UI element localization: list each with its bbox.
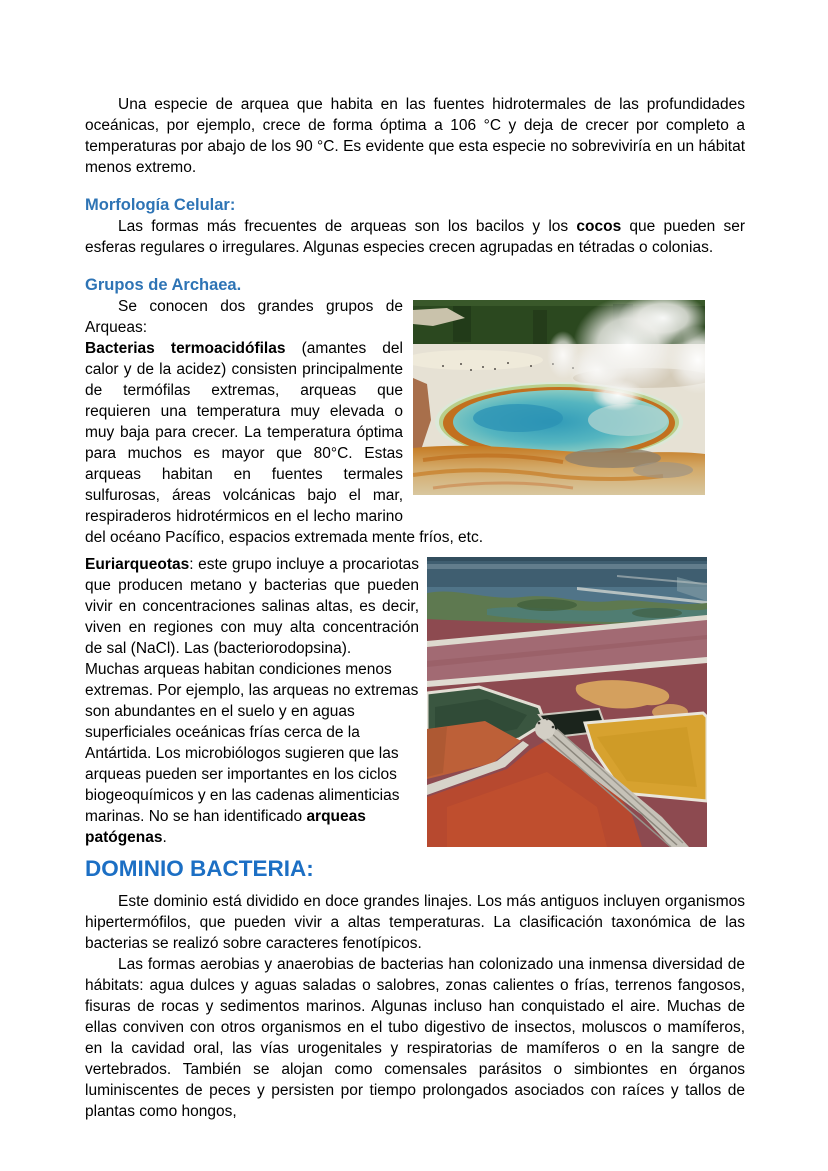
salt-ponds-photo: [427, 557, 707, 847]
heading-morfologia-celular: Morfología Celular:: [85, 196, 236, 214]
text-run: .: [162, 829, 167, 846]
euriarqueotas-section: [85, 554, 745, 848]
hot-spring-photo: [413, 300, 705, 495]
grupos-intro-line: Se conocen dos grandes grupos de Arqueas:: [85, 298, 403, 336]
heading-dominio-bacteria: DOMINIO BACTERIA:: [85, 856, 314, 881]
bold-run-termoacidofilas: Bacterias termoacidófilas: [85, 340, 286, 357]
dominio-paragraph-1: Este dominio está dividido en doce grandes linajes. Los más antiguos incluyen organismos hipertermófilos, que pueden vivir a altas temperaturas. La clasificación taxonómica de las bacterias se realizó sobre caracteres fenotípicos.: [85, 893, 745, 952]
heading-grupos-de-archaea: Grupos de Archaea.: [85, 276, 242, 294]
hot-spring-illustration: [413, 300, 705, 495]
grupos-section: [85, 296, 745, 548]
intro-paragraph: Una especie de arquea que habita en las fuentes hidrotermales de las profundidades oceánicas, por ejemplo, crece de forma óptima a 106 °C y deja de crecer por completo a temperaturas por abajo de los 90 °C. Es evidente que esta especie no sobreviviría en un hábitat menos extremo.: [85, 96, 745, 176]
text-run: que pueden ser esferas regulares o irregulares. Algunas especies crecen agrupadas en tétradas o colonias.: [85, 218, 745, 256]
bold-run-arqueas-patogenas: arqueas patógenas: [85, 808, 366, 846]
morfologia-paragraph: [85, 216, 745, 258]
text-run: Las formas más frecuentes de arqueas son los bacilos y los: [118, 218, 577, 235]
text-run: : este grupo incluye a procariotas que producen metano y bacterias que pueden vivir en concentraciones salinas altas, es decir, viven en regiones con muy alta concentración de sal (NaCl). Las (bacteriorodopsina).: [85, 556, 419, 657]
page-content: [85, 94, 745, 1122]
text-run: (amantes del calor y de la acidez) consisten principalmente de termófilas extremas, arqueas que requieren una temperatura muy elevada o muy baja para crecer. La temperatura óptima para muchos es mayor que 80°C. Estas arqueas habitan en fuentes termales sulfurosas, áreas volcánicas bajo el mar, respiraderos hidrotérmicos en el lecho marino del océano Pacífico, espacios extremada mente fríos, etc.: [85, 340, 484, 546]
dominio-paragraph-2: Las formas aerobias y anaerobias de bacterias han colonizado una inmensa diversidad de hábitats: agua dulces y aguas saladas o salobres, zonas calientes o frías, terrenos fangosos, fisuras de rocas y sedimentos marinos. Algunas incluso han conquistado el aire. Muchas de ellas conviven con otros organismos en el tubo digestivo de insectos, moluscos o mamíferos, en la cavidad oral, las vías urogenitales y respiratorias de mamíferos o en la sangre de vertebrados. También se alojan como comensales parásitos o simbiontes en órganos luminiscentes de peces y persisten por tiempo prolongados asociados con raíces y tallos de plantas como hongos,: [85, 956, 745, 1120]
text-run: Muchas arqueas habitan condiciones menos extremas. Por ejemplo, las arqueas no extremas son abundantes en el suelo y en aguas superficiales oceánicas frías cerca de la Antártida. Los microbiólogos sugieren que las arqueas pueden ser importantes en los ciclos biogeoquímicos y en las cadenas alimenticias marinas. No se han identificado: [85, 661, 419, 825]
bold-run-cocos: cocos: [576, 218, 622, 235]
bold-run-euriarqueotas: Euriarqueotas: [85, 556, 190, 573]
salt-ponds-illustration: [427, 557, 707, 847]
